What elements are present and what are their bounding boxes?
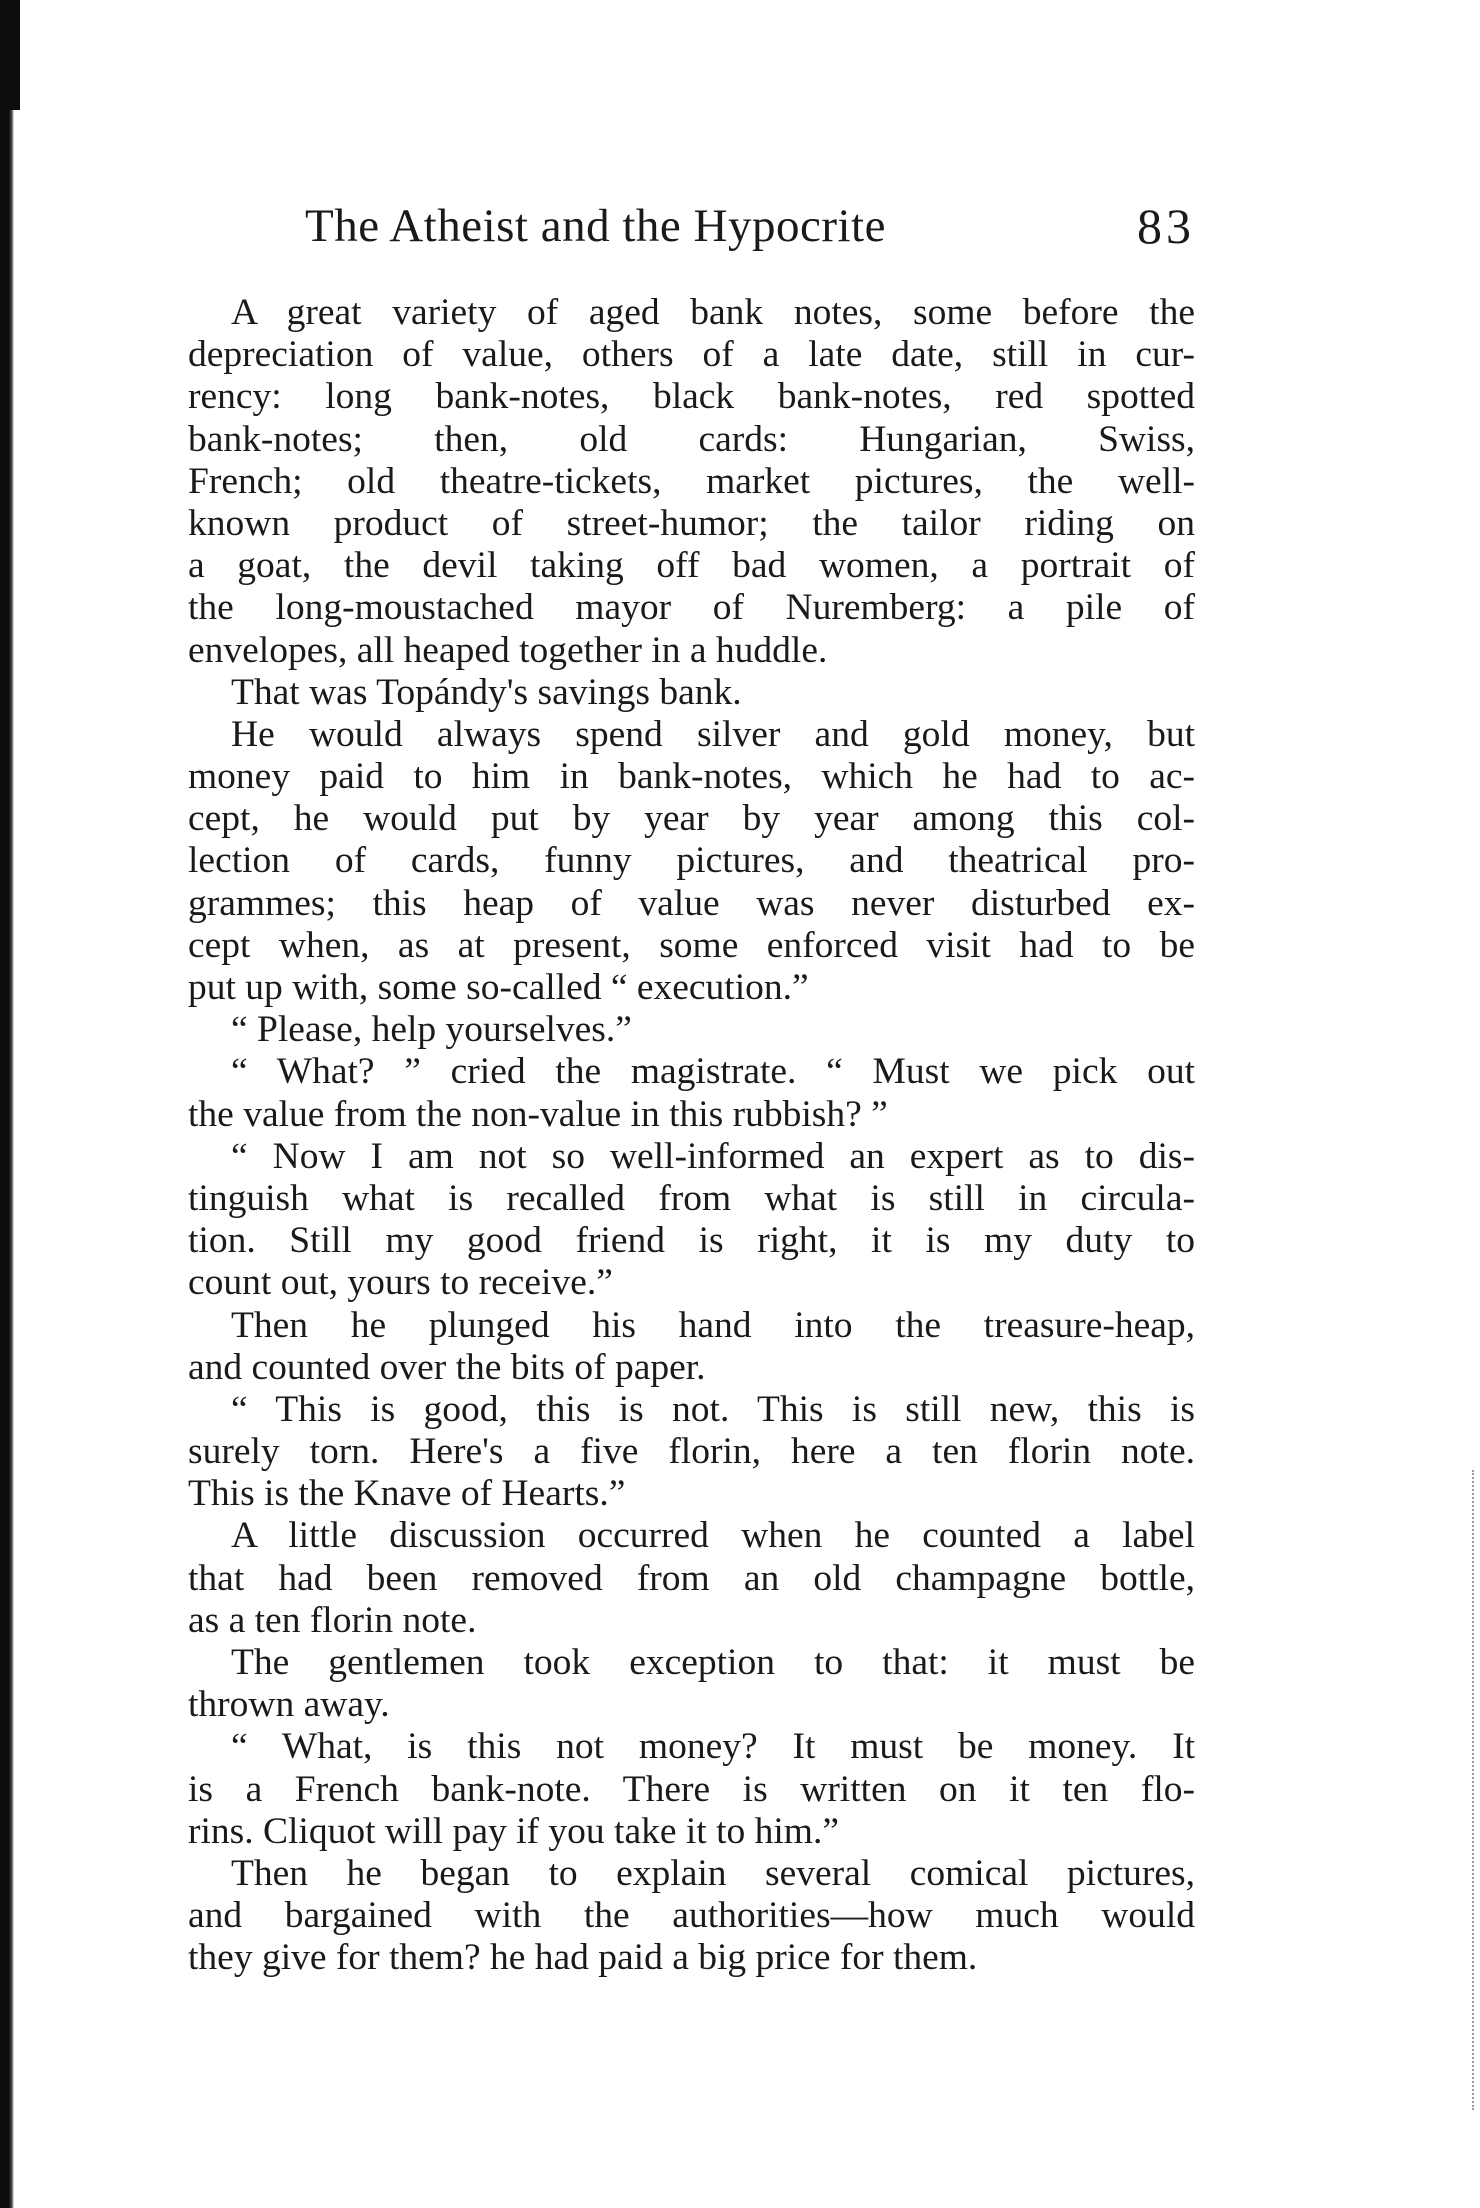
text-line: Then he plunged his hand into the treasure-heap, <box>231 1304 1195 1346</box>
text-line: A little discussion occurred when he counted a label <box>231 1515 1195 1557</box>
text-line: This is the Knave of Hearts.” <box>188 1473 626 1515</box>
paragraph <box>188 1051 1195 1135</box>
text-line: envelopes, all heaped together in a huddle. <box>188 629 828 671</box>
page-number: 83 <box>1137 198 1195 254</box>
page-header <box>305 196 1195 268</box>
text-line: put up with, some so-called “ execution.” <box>188 967 809 1008</box>
binding-shadow <box>0 0 14 2208</box>
text-line: “ What, is this not money? It must be money. It <box>231 1726 1195 1768</box>
text-line: “ This is good, this is not. This is still new, this is <box>231 1388 1195 1430</box>
paragraph <box>188 1009 1195 1051</box>
paragraph <box>188 714 1195 1009</box>
text-line: “ Please, help yourselves.” <box>231 1009 632 1051</box>
text-line: and bargained with the authorities—how much would <box>188 1895 1195 1937</box>
text-line: tion. Still my good friend is right, it is my duty to <box>188 1220 1195 1262</box>
text-line: rins. Cliquot will pay if you take it to him.” <box>188 1810 839 1852</box>
paragraph <box>188 1305 1195 1389</box>
right-edge-perforation <box>1472 1470 1474 2110</box>
text-line: A great variety of aged bank notes, some before the <box>231 292 1195 333</box>
paragraph <box>188 292 1195 672</box>
text-line: The gentlemen took exception to that: it must be <box>231 1642 1195 1683</box>
paragraph <box>188 1642 1195 1726</box>
page-body <box>188 292 1195 1980</box>
text-line: the long-moustached mayor of Nuremberg: a pile of <box>188 587 1195 629</box>
text-line: bank-notes; then, old cards: Hungarian, Swiss, <box>188 418 1195 460</box>
text-line: thrown away. <box>188 1684 390 1726</box>
text-line: Then he began to explain several comical pictures, <box>231 1852 1195 1894</box>
text-line: “ Now I am not so well-informed an expert as to dis- <box>231 1135 1195 1177</box>
running-head: The Atheist and the Hypocrite <box>305 200 886 252</box>
text-line: the value from the non-value in this rubbish? ” <box>188 1093 888 1135</box>
paragraph <box>188 1726 1195 1853</box>
text-line: rency: long bank-notes, black bank-notes, red spotted <box>188 376 1195 418</box>
text-line: known product of street-humor; the tailor riding on <box>188 502 1195 544</box>
text-line: as a ten florin note. <box>188 1599 477 1641</box>
text-line: money paid to him in bank-notes, which he had to ac- <box>188 756 1195 798</box>
text-line: surely torn. Here's a five florin, here a ten florin note. <box>188 1431 1195 1473</box>
paragraph <box>188 1853 1195 1980</box>
text-line: is a French bank-note. There is written on it ten flo- <box>188 1768 1195 1810</box>
text-line: that had been removed from an old champagne bottle, <box>188 1557 1195 1599</box>
text-line: tinguish what is recalled from what is still in circula- <box>188 1177 1195 1219</box>
text-line: lection of cards, funny pictures, and theatrical pro- <box>188 840 1195 882</box>
paragraph <box>188 1136 1195 1305</box>
text-line: a goat, the devil taking off bad women, a portrait of <box>188 545 1195 587</box>
text-line: cept, he would put by year by year among this col- <box>188 798 1195 840</box>
text-line: cept when, as at present, some enforced visit had to be <box>188 924 1195 966</box>
text-line: That was Topándy's savings bank. <box>231 671 742 713</box>
text-line: depreciation of value, others of a late date, still in cur- <box>188 334 1195 376</box>
paragraph <box>188 1515 1195 1642</box>
text-line: and counted over the bits of paper. <box>188 1346 706 1388</box>
text-line: French; old theatre-tickets, market pictures, the well- <box>188 460 1195 502</box>
text-line: “ What? ” cried the magistrate. “ Must we pick out <box>231 1051 1195 1093</box>
binding-shadow-top <box>0 0 20 110</box>
text-line: they give for them? he had paid a big price for them. <box>188 1937 978 1979</box>
text-line: grammes; this heap of value was never disturbed ex- <box>188 882 1195 924</box>
text-line: count out, yours to receive.” <box>188 1262 613 1304</box>
text-line: He would always spend silver and gold money, but <box>231 713 1195 755</box>
paragraph <box>188 1389 1195 1516</box>
paragraph <box>188 672 1195 714</box>
